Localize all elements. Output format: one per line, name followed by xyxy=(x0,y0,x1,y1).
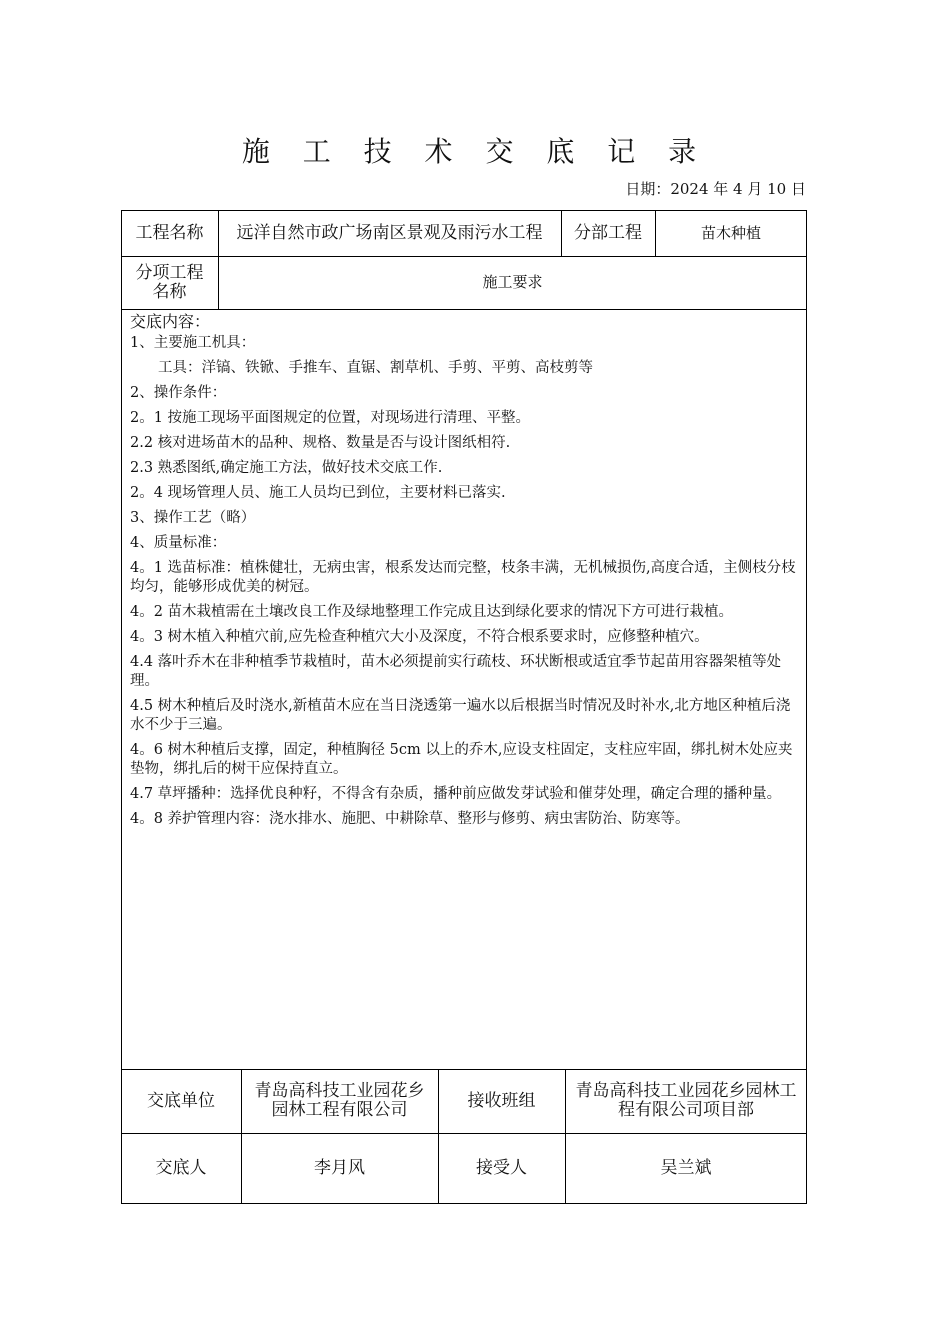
team-value: 青岛高科技工业园花乡园林工程有限公司项目部 xyxy=(575,1081,797,1120)
receiver-value: 吴兰斌 xyxy=(660,1158,712,1178)
record-date: 日期：2024 年 4 月 10 日 xyxy=(625,180,806,198)
content-line: 3、操作工艺（略） xyxy=(130,510,256,526)
team-label: 接收班组 xyxy=(467,1090,536,1111)
project-name-label: 工程名称 xyxy=(135,222,204,243)
person-label: 交底人 xyxy=(155,1158,207,1178)
receiver-label: 接受人 xyxy=(476,1158,527,1178)
content-line: 4。3 树木植入种植穴前,应先检查种植穴大小及深度，不符合根系要求时，应修整种植穴。 xyxy=(130,629,709,645)
unit-label: 交底单位 xyxy=(147,1090,215,1111)
page-title: 施 工 技 术 交 底 记 录 xyxy=(241,135,709,168)
project-name-value: 远洋自然市政广场南区景观及雨污水工程 xyxy=(236,222,543,243)
content-line: 2。1 按施工现场平面图规定的位置，对现场进行清理、平整。 xyxy=(130,410,531,426)
subitem-value: 施工要求 xyxy=(482,273,543,291)
disclosure-content xyxy=(130,312,800,835)
person-value: 李月风 xyxy=(314,1158,365,1178)
content-line: 2.3 熟悉图纸,确定施工方法，做好技术交底工作. xyxy=(130,460,443,476)
content-line: 2.2 核对进场苗木的品种、规格、数量是否与设计图纸相符. xyxy=(130,435,511,451)
content-line: 4.4 落叶乔木在非种植季节栽植时，苗木必须提前实行疏枝、环状断根或适宜季节起苗用容器架植等处理。 xyxy=(130,654,782,689)
content-line: 工具：洋镐、铁锨、手推车、直锯、割草机、手剪、平剪、高枝剪等 xyxy=(158,360,593,376)
subitem-label: 分项工程名称 xyxy=(135,262,204,302)
content-line: 4。1 选苗标准：植株健壮，无病虫害，根系发达而完整，枝条丰满，无机械损伤,高度合适，主侧枝分枝均匀，能够形成优美的树冠。 xyxy=(130,560,796,595)
unit-value: 青岛高科技工业园花乡园林工程有限公司 xyxy=(254,1081,425,1120)
content-line: 4。6 树木种植后支撑，固定，种植胸径 5cm 以上的乔木,应设支柱固定，支柱应牢固，绑扎树木处应夹垫物，绑扎后的树干应保持直立。 xyxy=(130,742,793,777)
content-line: 2、操作条件： xyxy=(130,385,227,401)
content-line: 4。2 苗木栽植需在土壤改良工作及绿地整理工作完成且达到绿化要求的情况下方可进行栽植。 xyxy=(130,604,734,620)
division-label: 分部工程 xyxy=(574,222,642,243)
division-value: 苗木种植 xyxy=(700,223,761,242)
content-line: 2。4 现场管理人员、施工人员均已到位，主要材料已落实. xyxy=(130,485,506,501)
content-line: 4.7 草坪播种：选择优良种籽，不得含有杂质，播种前应做发芽试验和催芽处理，确定合理的播种量。 xyxy=(130,786,782,802)
content-line: 4、质量标准： xyxy=(130,535,227,551)
content-line: 4。8 养护管理内容：浇水排水、施肥、中耕除草、整形与修剪、病虫害防治、防寒等。 xyxy=(130,811,690,827)
content-heading: 交底内容： xyxy=(130,312,211,331)
content-line: 1、主要施工机具： xyxy=(130,335,256,351)
content-line: 4.5 树木种植后及时浇水,新植苗木应在当日浇透第一遍水以后根据当时情况及时补水,北方地区种植后浇水不少于三遍。 xyxy=(130,698,791,733)
